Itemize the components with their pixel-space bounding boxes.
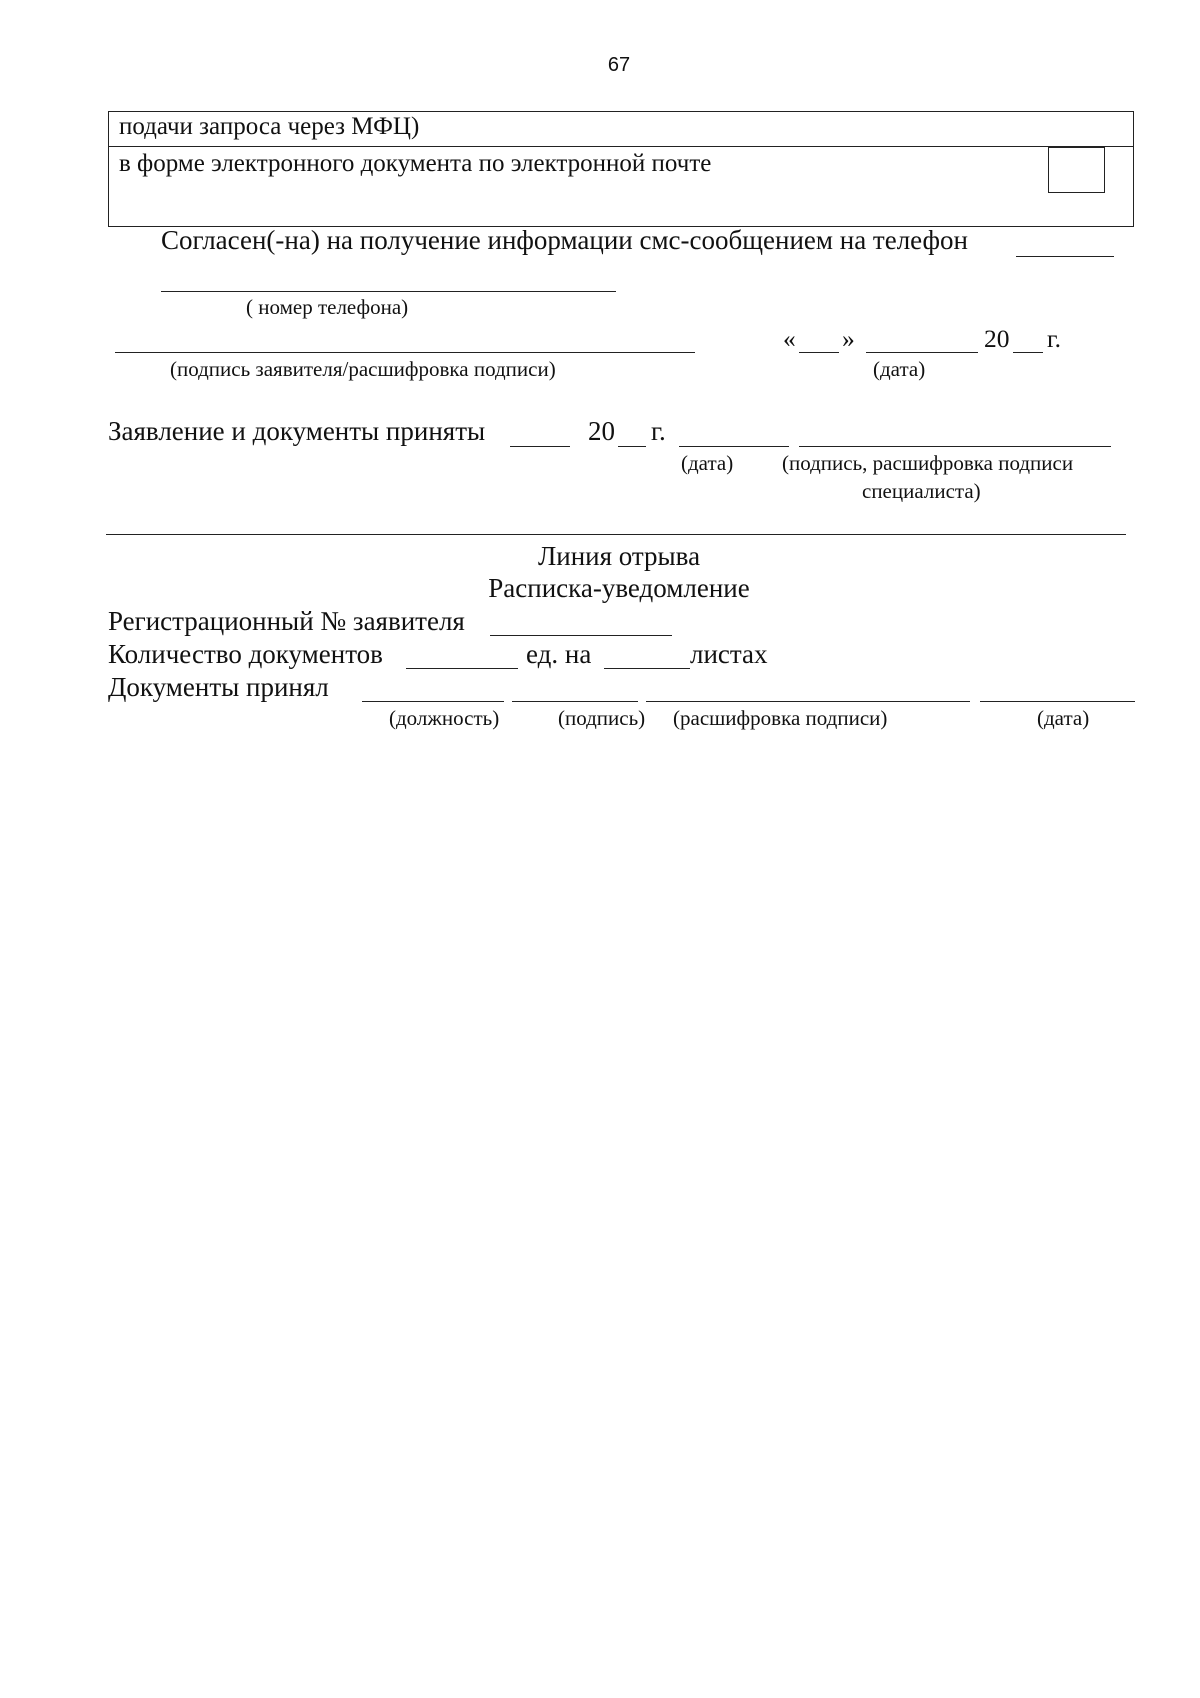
date-day-line[interactable] <box>799 352 839 353</box>
phone-caption: ( номер телефона) <box>246 295 409 319</box>
receipt-date-line[interactable] <box>980 701 1135 702</box>
receipt-title: Расписка-уведомление <box>488 573 750 603</box>
accepted-label: Заявление и документы приняты <box>108 416 486 446</box>
accepted-year-prefix: 20 <box>588 416 615 446</box>
date-close-quote: » <box>842 324 855 353</box>
docs-units-label: ед. на <box>526 639 592 669</box>
accepted-day-line[interactable] <box>510 446 570 447</box>
receiver-decoding-line[interactable] <box>646 701 970 702</box>
tear-line-rule <box>106 534 1126 535</box>
receipt-date-caption: (дата) <box>1037 706 1090 730</box>
specialist-caption-line2: специалиста) <box>862 479 981 503</box>
applicant-signature-line[interactable] <box>115 352 695 353</box>
signature-caption: (подпись заявителя/расшифровка подписи) <box>170 357 556 381</box>
delivery-method-table <box>108 111 1134 227</box>
position-caption: (должность) <box>389 706 500 730</box>
email-option-checkbox[interactable] <box>1048 147 1105 193</box>
table-row <box>109 112 1133 147</box>
docs-count-line[interactable] <box>406 668 518 669</box>
receiver-signature-line[interactable] <box>512 701 638 702</box>
date-year-prefix: 20 <box>984 324 1010 353</box>
received-by-label: Документы принял <box>108 672 329 702</box>
receiver-signature-caption: (подпись) <box>558 706 646 730</box>
table-row-text: подачи запроса через МФЦ) <box>119 113 420 140</box>
position-line[interactable] <box>362 701 504 702</box>
receiver-decoding-caption: (расшифровка подписи) <box>673 706 888 730</box>
sms-consent-text: Согласен(-на) на получение информации смс-сообщением на телефон <box>161 225 968 255</box>
phone-field-line-2[interactable] <box>161 291 616 292</box>
phone-field-line-1[interactable] <box>1016 256 1114 257</box>
sheets-label: листах <box>690 639 768 669</box>
page-number: 67 <box>607 54 631 76</box>
docs-count-label: Количество документов <box>108 639 383 669</box>
accepted-date-caption: (дата) <box>681 451 734 475</box>
accepted-year-line[interactable] <box>618 446 646 447</box>
date-open-quote: « <box>783 324 796 353</box>
tear-line-label: Линия отрыва <box>537 541 701 571</box>
email-option-label: в форме электронного документа по электронной почте <box>119 150 712 177</box>
date-month-line[interactable] <box>866 352 978 353</box>
accepted-date-line[interactable] <box>679 446 789 447</box>
date-year-line[interactable] <box>1013 352 1043 353</box>
specialist-caption-line1: (подпись, расшифровка подписи <box>782 451 1074 475</box>
reg-number-line[interactable] <box>490 635 672 636</box>
sheets-count-line[interactable] <box>604 668 690 669</box>
date-caption: (дата) <box>873 357 926 381</box>
reg-number-label: Регистрационный № заявителя <box>108 606 465 636</box>
accepted-g: г. <box>651 416 666 446</box>
specialist-signature-line[interactable] <box>799 446 1111 447</box>
date-g: г. <box>1047 324 1061 353</box>
